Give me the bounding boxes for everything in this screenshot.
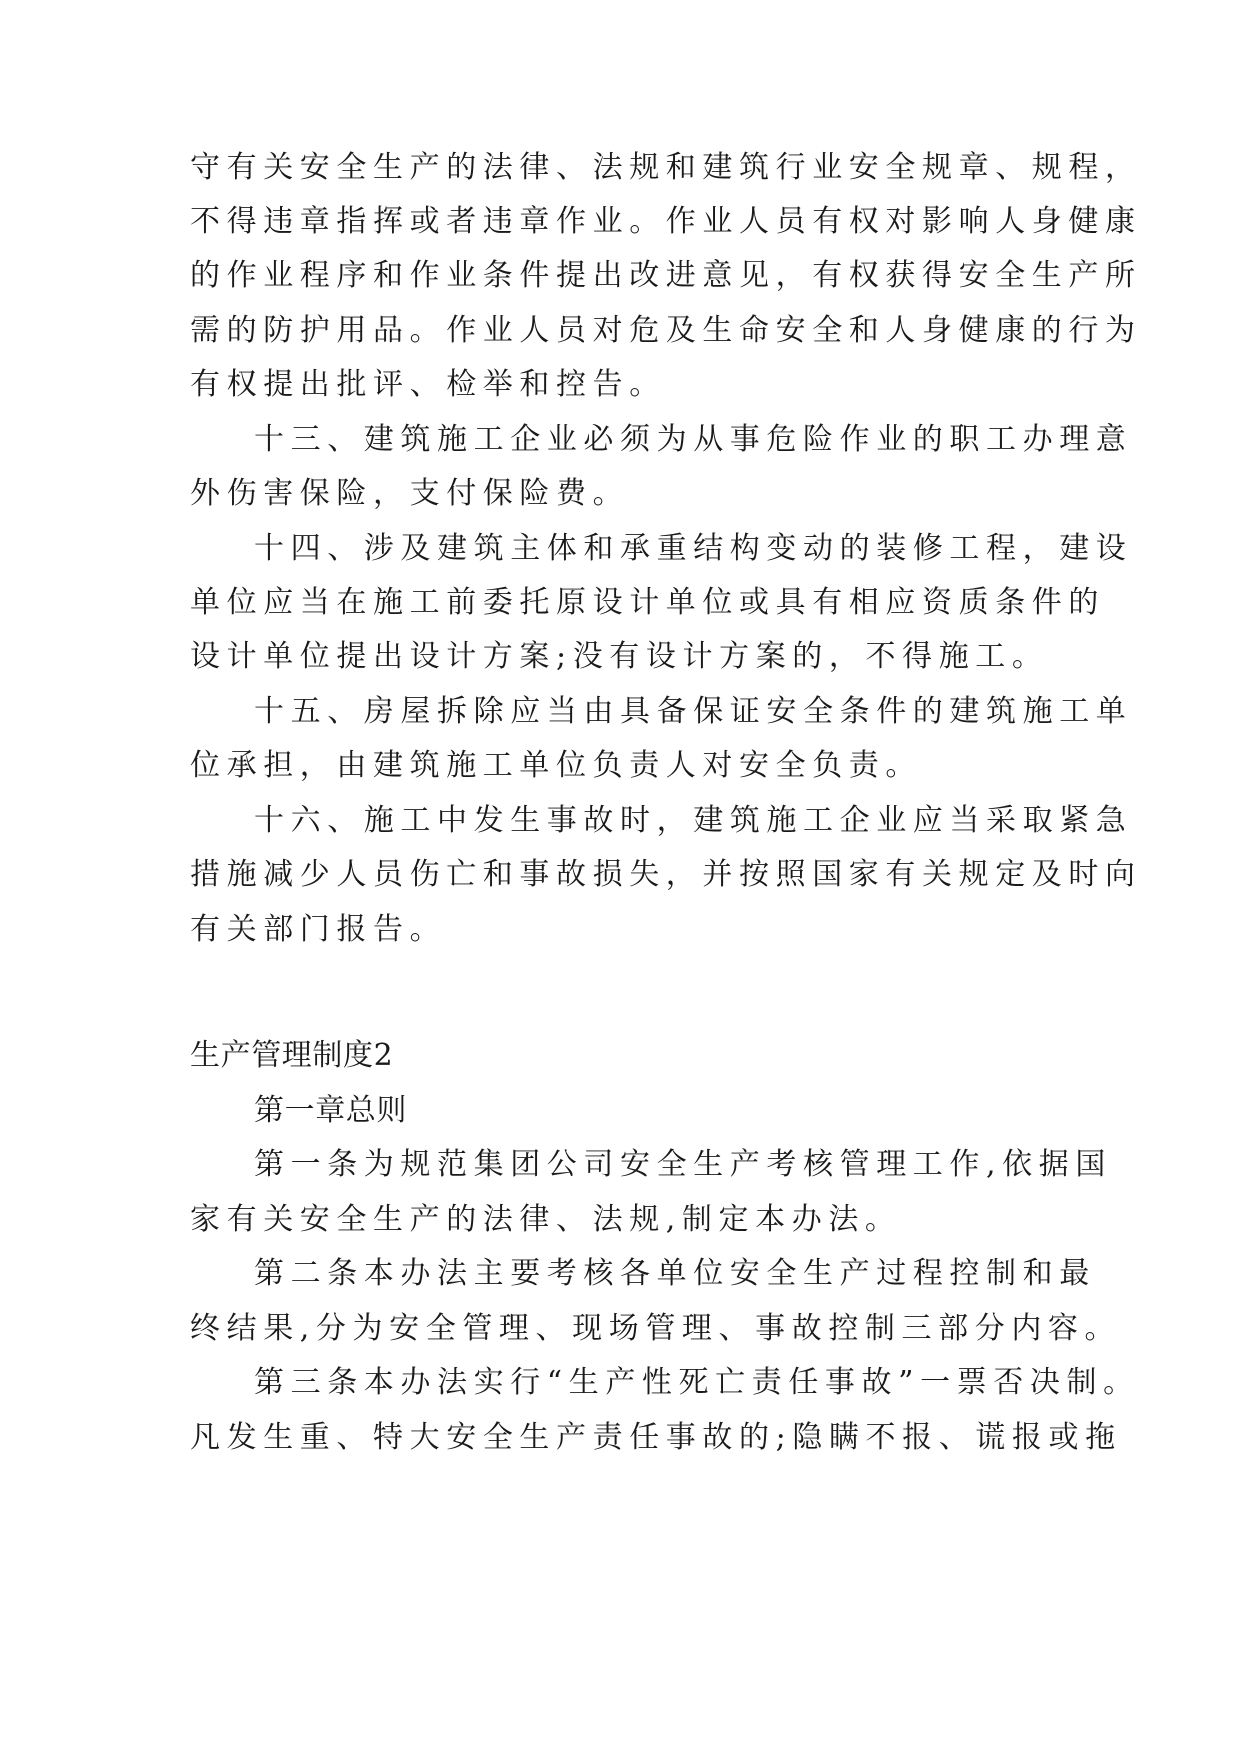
text-line: 第三条本办法实行“生产性死亡责任事故”一票否决制。 <box>254 1365 1140 1400</box>
text-line: 终结果,分为安全管理、现场管理、事故控制三部分内容。 <box>190 1311 1122 1346</box>
text-line: 家有关安全生产的法律、法规,制定本办法。 <box>190 1202 902 1237</box>
text-line: 有权提出批评、检举和控告。 <box>190 367 666 402</box>
text-line: 守有关安全生产的法律、法规和建筑行业安全规章、规程， <box>190 150 1142 185</box>
text-line: 十三、建筑施工企业必须为从事危险作业的职工办理意 <box>254 422 1133 457</box>
text-line: 十五、房屋拆除应当由具备保证安全条件的建筑施工单 <box>254 694 1133 729</box>
text-line: 措施减少人员伤亡和事故损失，并按照国家有关规定及时向 <box>190 857 1142 892</box>
text-line: 十四、涉及建筑主体和承重结构变动的装修工程，建设 <box>254 531 1133 566</box>
text-line: 凡发生重、特大安全生产责任事故的;隐瞒不报、谎报或拖 <box>190 1420 1122 1455</box>
text-line: 第一条为规范集团公司安全生产考核管理工作,依据国 <box>254 1147 1112 1182</box>
chapter-title: 第一章总则 <box>254 1093 407 1128</box>
text-line: 的作业程序和作业条件提出改进意见，有权获得安全生产所 <box>190 258 1142 293</box>
text-line: 单位应当在施工前委托原设计单位或具有相应资质条件的 <box>190 585 1105 620</box>
text-line: 不得违章指挥或者违章作业。作业人员有权对影响人身健康 <box>190 204 1142 239</box>
text-line: 设计单位提出设计方案;没有设计方案的，不得施工。 <box>190 639 1049 674</box>
text-line: 有关部门报告。 <box>190 912 447 947</box>
section-title: 生产管理制度2 <box>190 1038 394 1073</box>
text-line: 第二条本办法主要考核各单位安全生产过程控制和最 <box>254 1256 1096 1291</box>
text-line: 需的防护用品。作业人员对危及生命安全和人身健康的行为 <box>190 313 1142 348</box>
text-line: 外伤害保险，支付保险费。 <box>190 476 630 511</box>
text-line: 十六、施工中发生事故时，建筑施工企业应当采取紧急 <box>254 803 1133 838</box>
text-line: 位承担，由建筑施工单位负责人对安全负责。 <box>190 748 922 783</box>
